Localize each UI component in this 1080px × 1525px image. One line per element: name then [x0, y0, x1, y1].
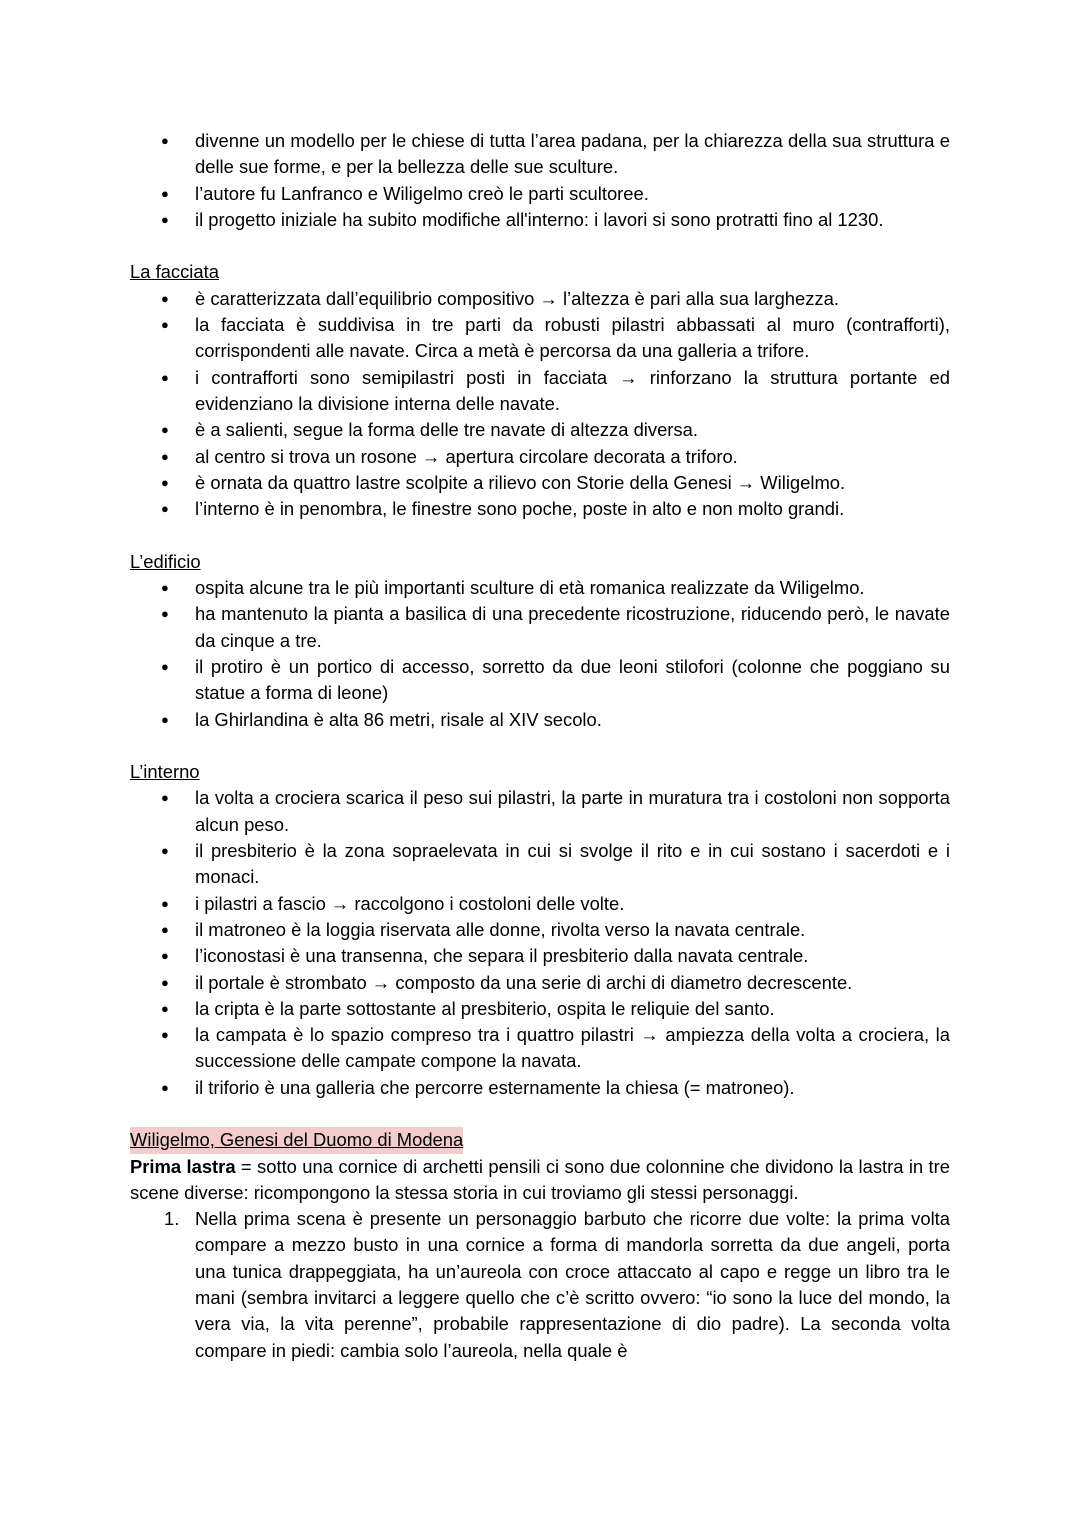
- section-heading-interno: L’interno: [130, 761, 200, 783]
- edificio-list: [130, 575, 950, 733]
- list-item: ● divenne un modello per le chiese di tutta l’area padana, per la chiarezza della sua struttura e delle sue forme, e per la bellezza delle sue sculture.: [195, 128, 950, 181]
- list-item: ● la facciata è suddivisa in tre parti da robusti pilastri abbassati al muro (contrafforti), corrispondenti alle navate. Circa a metà è percorsa da una galleria a trifore.: [195, 312, 950, 365]
- intro-list: [130, 128, 950, 233]
- list-item: ● il presbiterio è la zona sopraelevata in cui si svolge il rito e in cui sostano i sacerdoti e i monaci.: [195, 838, 950, 891]
- list-item: ● la Ghirlandina è alta 86 metri, risale al XIV secolo.: [195, 707, 950, 733]
- list-item: ● il protiro è un portico di accesso, sorretto da due leoni stilofori (colonne che poggiano su statue a forma di leone): [195, 654, 950, 707]
- list-item: ● il progetto iniziale ha subito modifiche all'interno: i lavori si sono protratti fino al 1230.: [195, 207, 950, 233]
- list-item: ● il matroneo è la loggia riservata alle donne, rivolta verso la navata centrale.: [195, 917, 950, 943]
- prima-lastra-label: Prima lastra: [130, 1155, 236, 1177]
- prima-lastra-text: = sotto una cornice di archetti pensili ci sono due colonnine che dividono la lastra in tre scene diverse: ricompongono la stessa storia in cui troviamo gli stessi personaggi.: [130, 1155, 950, 1203]
- genesi-scenes-list: [130, 1206, 950, 1364]
- list-item: ● i pilastri a fascio → raccolgono i costoloni delle volte.: [195, 891, 950, 917]
- list-item: ● l’autore fu Lanfranco e Wiligelmo creò le parti scultoree.: [195, 181, 950, 207]
- list-item: ● al centro si trova un rosone → apertura circolare decorata a triforo.: [195, 444, 950, 470]
- list-item: ● la campata è lo spazio compreso tra i quattro pilastri → ampiezza della volta a crociera, la successione delle campate compone la navata.: [195, 1022, 950, 1075]
- list-item: ● l’iconostasi è una transenna, che separa il presbiterio dalla navata centrale.: [195, 943, 950, 969]
- genesi-heading-wrap: [130, 1127, 950, 1153]
- list-item: ● il portale è strombato → composto da una serie di archi di diametro decrescente.: [195, 970, 950, 996]
- item-number: 1.: [164, 1208, 180, 1230]
- section-heading-edificio: L’edificio: [130, 550, 201, 572]
- list-item: ● ospita alcune tra le più importanti sculture di età romanica realizzate da Wiligelmo.: [195, 575, 950, 601]
- list-item: ● è ornata da quattro lastre scolpite a rilievo con Storie della Genesi → Wiligelmo.: [195, 470, 950, 496]
- document-page: [130, 128, 950, 1364]
- numbered-item: [164, 1206, 950, 1364]
- prima-lastra-paragraph: [130, 1154, 950, 1207]
- list-item: ● ha mantenuto la pianta a basilica di una precedente ricostruzione, riducendo però, le navate da cinque a tre.: [195, 601, 950, 654]
- list-item: ● è a salienti, segue la forma delle tre navate di altezza diversa.: [195, 417, 950, 443]
- list-item: ● i contrafforti sono semipilastri posti in facciata → rinforzano la struttura portante ed evidenziano la divisione interna delle navate.: [195, 365, 950, 418]
- interno-list: [130, 785, 950, 1101]
- list-item: ● il triforio è una galleria che percorre esternamente la chiesa (= matroneo).: [195, 1075, 950, 1101]
- facciata-list: [130, 286, 950, 523]
- list-item: ● l’interno è in penombra, le finestre sono poche, poste in alto e non molto grandi.: [195, 496, 950, 522]
- item-text: Nella prima scena è presente un personaggio barbuto che ricorre due volte: la prima volta compare a mezzo busto in una cornice a forma di mandorla sorretta da due angeli, porta una tunica drappeggiata, ha un’aureola con croce attaccato al capo e regge un libro tra le mani (sembra invitarci a leggere quello che c’è scritto ovvero: “io sono la luce del mondo, la vera via, la vita perenne”, probabile rappresentazione di dio padre). La seconda volta compare in piedi: cambia solo l’aureola, nella quale è: [195, 1208, 950, 1361]
- section-heading-genesi: Wiligelmo, Genesi del Duomo di Modena: [130, 1127, 463, 1153]
- section-heading-facciata: La facciata: [130, 261, 219, 283]
- list-item: ● è caratterizzata dall’equilibrio compositivo → l’altezza è pari alla sua larghezza.: [195, 286, 950, 312]
- list-item: ● la volta a crociera scarica il peso sui pilastri, la parte in muratura tra i costoloni non sopporta alcun peso.: [195, 785, 950, 838]
- list-item: ● la cripta è la parte sottostante al presbiterio, ospita le reliquie del santo.: [195, 996, 950, 1022]
